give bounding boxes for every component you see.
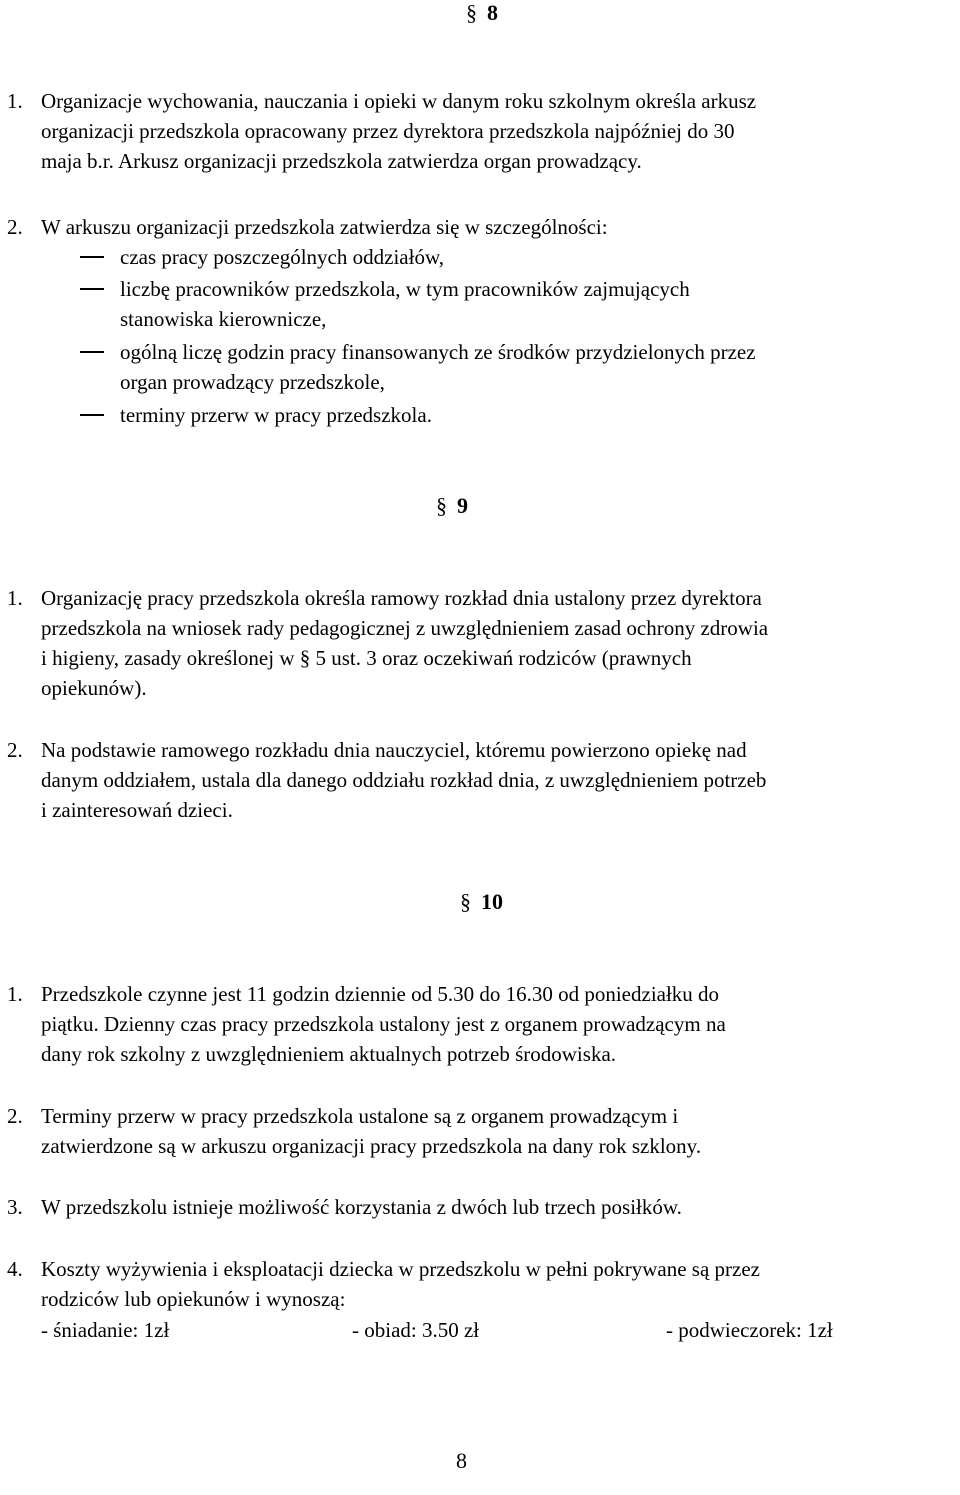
text-line: danym oddziałem, ustala dla danego oddziału rozkład dnia, z uwzględnieniem potrzeb: [41, 768, 767, 792]
text-line: przedszkola na wniosek rady pedagogicznej z uwzględnieniem zasad ochrony zdrowia: [41, 616, 769, 640]
text-line: liczbę pracowników przedszkola, w tym pracowników zajmujących: [120, 277, 690, 301]
paragraph-number: 2.: [7, 1104, 23, 1128]
paragraph-number: 4.: [7, 1257, 23, 1281]
text-line: maja b.r. Arkusz organizacji przedszkola zatwierdza organ prowadzący.: [41, 149, 642, 173]
text-line: zatwierdzone są w arkuszu organizacji pracy przedszkola na dany rok szklony.: [41, 1134, 702, 1158]
text-line: organizacji przedszkola opracowany przez dyrektora przedszkola najpóźniej do 30: [41, 119, 735, 143]
dash-bullet-icon: [80, 288, 104, 290]
paragraph-number: 2.: [7, 738, 23, 762]
text-line: ogólną liczę godzin pracy finansowanych ze środków przydzielonych przez: [120, 340, 756, 364]
section-sign: §: [466, 0, 477, 25]
section-sign: §: [436, 493, 447, 518]
cost-lunch: - obiad: 3.50 zł: [352, 1318, 480, 1342]
text-line: terminy przerw w pracy przedszkola.: [120, 403, 432, 427]
text-line: piątku. Dzienny czas pracy przedszkola ustalony jest z organem prowadzącym na: [41, 1012, 726, 1036]
cost-breakfast: - śniadanie: 1zł: [41, 1318, 170, 1342]
text-line: i higieny, zasady określonej w § 5 ust. 3 oraz oczekiwań rodziców (prawnych: [41, 646, 692, 670]
section-heading-8: [466, 0, 498, 28]
page-number: 8: [456, 1448, 467, 1473]
text-line: czas pracy poszczególnych oddziałów,: [120, 245, 444, 269]
text-line: i zainteresowań dzieci.: [41, 798, 233, 822]
paragraph-number: 1.: [7, 89, 23, 113]
paragraph-number: 3.: [7, 1195, 23, 1219]
text-line: rodziców lub opiekunów i wynoszą:: [41, 1287, 346, 1311]
text-line: Przedszkole czynne jest 11 godzin dziennie od 5.30 do 16.30 od poniedziałku do: [41, 982, 720, 1006]
text-line: opiekunów).: [41, 676, 147, 700]
section-heading-9: [436, 491, 468, 521]
text-line: organ prowadzący przedszkole,: [120, 370, 385, 394]
paragraph-number: 1.: [7, 982, 23, 1006]
text-line: Organizację pracy przedszkola określa ramowy rozkład dnia ustalony przez dyrektora: [41, 586, 762, 610]
paragraph-number: 2.: [7, 215, 23, 239]
section-sign: §: [460, 889, 471, 914]
text-line: Organizacje wychowania, nauczania i opieki w danym roku szkolnym określa arkusz: [41, 89, 757, 113]
dash-bullet-icon: [80, 351, 104, 353]
paragraph-number: 1.: [7, 586, 23, 610]
text-line: W przedszkolu istnieje możliwość korzystania z dwóch lub trzech posiłków.: [41, 1195, 682, 1219]
dash-bullet-icon: [80, 256, 104, 258]
text-line: stanowiska kierownicze,: [120, 307, 327, 331]
section-heading-10: [460, 887, 503, 917]
section-number: 10: [481, 889, 503, 914]
text-line: Koszty wyżywienia i eksploatacji dziecka w przedszkolu w pełni pokrywane są przez: [41, 1257, 760, 1281]
dash-bullet-icon: [80, 414, 104, 416]
text-line: Na podstawie ramowego rozkładu dnia nauczyciel, któremu powierzono opiekę nad: [41, 738, 747, 762]
section-number: 8: [487, 0, 498, 25]
text-line: dany rok szkolny z uwzględnieniem aktualnych potrzeb środowiska.: [41, 1042, 617, 1066]
cost-afternoon-snack: - podwieczorek: 1zł: [666, 1318, 833, 1342]
text-line: Terminy przerw w pracy przedszkola ustalone są z organem prowadzącym i: [41, 1104, 679, 1128]
text-line: W arkuszu organizacji przedszkola zatwierdza się w szczególności:: [41, 215, 608, 239]
section-number: 9: [457, 493, 468, 518]
